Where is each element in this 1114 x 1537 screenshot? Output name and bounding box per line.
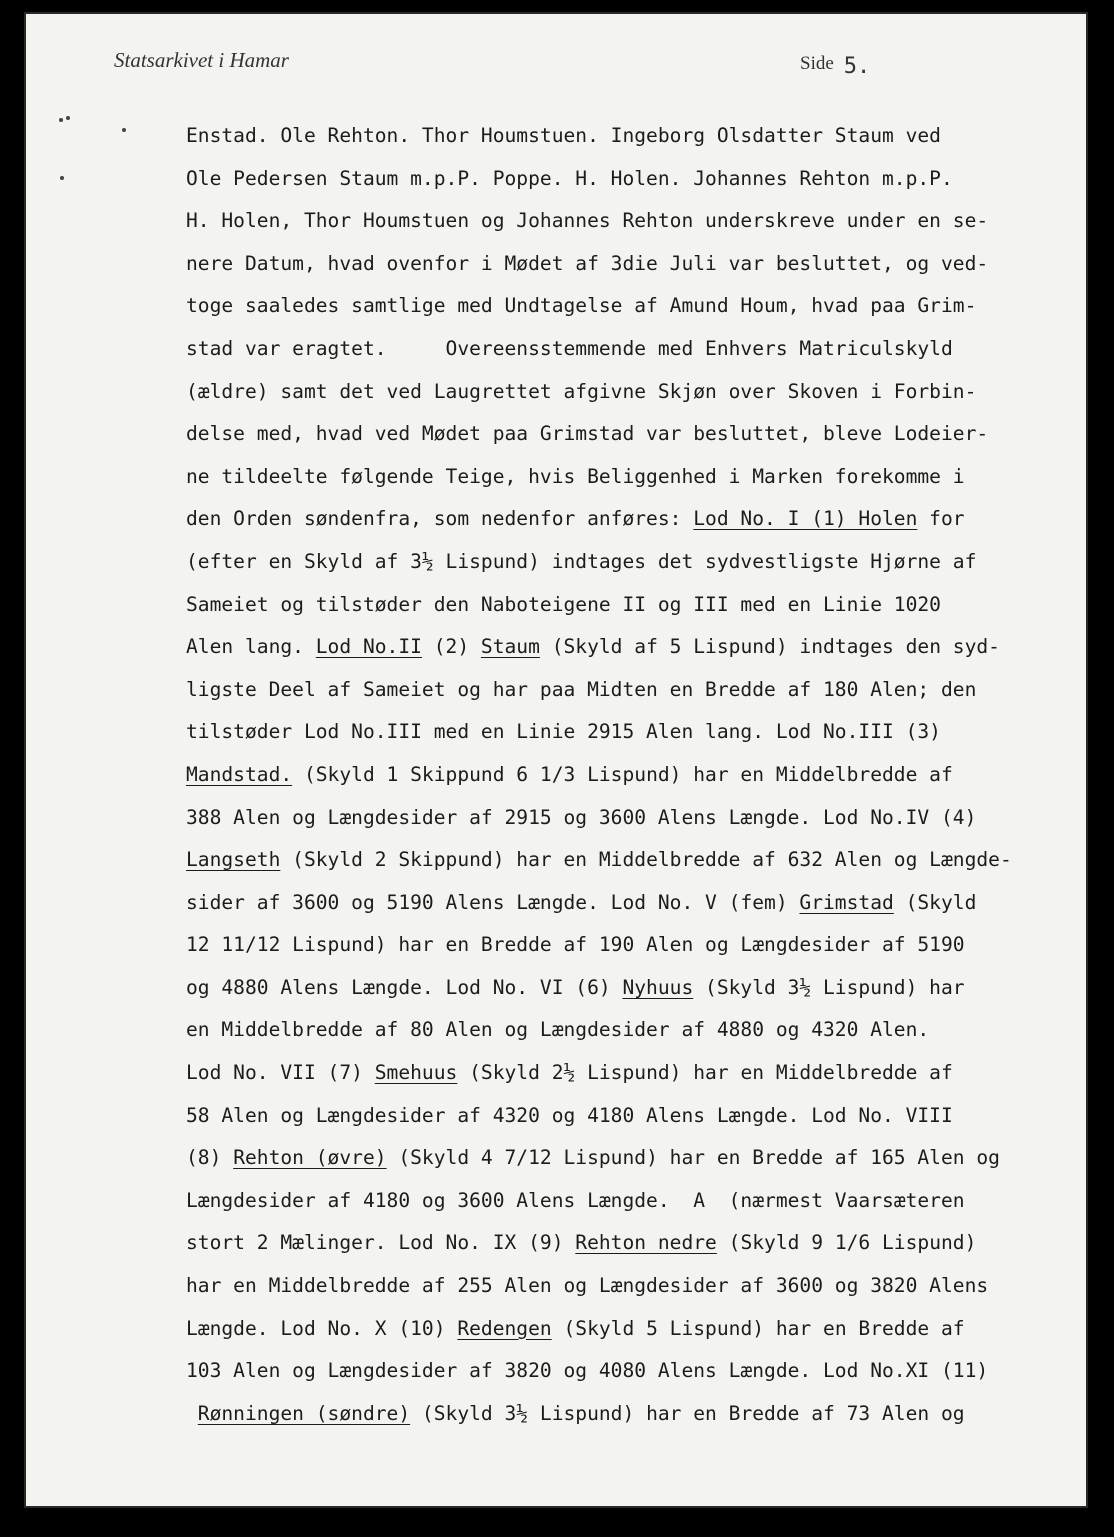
text-line xyxy=(186,243,1086,286)
text-line xyxy=(186,754,1086,797)
text-segment: ligste Deel af Sameiet og har paa Midten en Bredde af 180 Alen; den xyxy=(186,677,977,701)
page-number-header xyxy=(800,50,871,79)
text-line xyxy=(186,1137,1086,1180)
underlined-lot-name: Smehuus xyxy=(374,1061,458,1085)
text-segment: (Skyld af 5 Lispund) indtages den syd- xyxy=(539,635,1000,659)
page-label: Side xyxy=(800,53,834,74)
margin-dot xyxy=(66,116,70,120)
text-segment: (Skyld 4 7/12 Lispund) har en Bredde af 165 Alen og xyxy=(386,1146,1000,1170)
text-line xyxy=(186,669,1086,712)
text-line xyxy=(186,328,1086,371)
text-segment: 12 11/12 Lispund) har en Bredde af 190 Alen og Længdesider af 5190 xyxy=(186,933,965,957)
underlined-lot-name: Redengen xyxy=(457,1316,552,1340)
text-segment: H. Holen, Thor Houmstuen og Johannes Rehton underskreve under en se- xyxy=(186,209,989,233)
text-segment: (Skyld 3½ Lispund) har xyxy=(693,975,965,999)
text-line xyxy=(186,1095,1086,1138)
text-line xyxy=(186,1265,1086,1308)
text-line xyxy=(186,882,1086,925)
text-line xyxy=(186,924,1086,967)
text-line xyxy=(186,413,1086,456)
underlined-lot-name: Staum xyxy=(480,635,540,659)
underlined-lot-name: Rehton nedre xyxy=(575,1231,717,1255)
text-segment: (Skyld 1 Skippund 6 1/3 Lispund) har en Middelbredde af xyxy=(292,762,953,786)
text-line xyxy=(186,1222,1086,1265)
text-segment: toge saaledes samtlige med Undtagelse af Amund Houm, hvad paa Grim- xyxy=(186,294,977,318)
text-segment: har en Middelbredde af 255 Alen og Længdesider af 3600 og 3820 Alens xyxy=(186,1274,989,1298)
text-line xyxy=(186,1308,1086,1351)
text-segment: Sameiet og tilstøder den Naboteigene II og III med en Linie 1020 xyxy=(186,592,941,616)
text-segment: (Skyld 9 1/6 Lispund) xyxy=(716,1231,977,1255)
underlined-lot-name: Nyhuus xyxy=(622,975,694,999)
text-segment: tilstøder Lod No.III med en Linie 2915 Alen lang. Lod No.III (3) xyxy=(186,720,941,744)
text-line xyxy=(186,1009,1086,1052)
underlined-lot-name: Mandstad. xyxy=(186,762,293,786)
text-segment: for xyxy=(917,507,965,531)
text-segment: 388 Alen og Længdesider af 2915 og 3600 Alens Længde. Lod No.IV (4) xyxy=(186,805,977,829)
text-line xyxy=(186,584,1086,627)
text-line xyxy=(186,115,1086,158)
margin-dot xyxy=(60,176,64,180)
underlined-lot-name: Rehton (øvre) xyxy=(233,1146,387,1170)
text-line xyxy=(186,797,1086,840)
text-segment: stad var eragtet. Overeensstemmende med Enhvers Matriculskyld xyxy=(186,336,953,360)
text-segment xyxy=(186,1402,198,1425)
text-segment: stort 2 Mælinger. Lod No. IX (9) xyxy=(186,1231,576,1255)
text-segment: (ældre) samt det ved Laugrettet afgivne Skjøn over Skoven i Forbin- xyxy=(186,379,977,403)
text-segment: (2) xyxy=(421,635,481,659)
text-line xyxy=(186,498,1086,541)
text-line xyxy=(186,967,1086,1010)
text-segment: (Skyld 2 Skippund) har en Middelbredde af 632 Alen og Længde- xyxy=(280,848,1012,872)
document-body xyxy=(186,115,1086,1435)
text-segment: Enstad. Ole Rehton. Thor Houmstuen. Ingeborg Olsdatter Staum ved xyxy=(186,124,941,147)
text-segment: og 4880 Alens Længde. Lod No. VI (6) xyxy=(186,975,623,999)
text-segment: Længdesider af 4180 og 3600 Alens Længde. A (nærmest Vaarsæteren xyxy=(186,1188,965,1212)
archive-header: Statsarkivet i Hamar xyxy=(114,48,289,72)
text-segment: (Skyld 5 Lispund) har en Bredde af xyxy=(551,1316,965,1340)
underlined-lot-name: Lod No. I (1) Holen xyxy=(693,507,918,531)
text-segment: Alen lang. xyxy=(186,635,316,659)
text-line xyxy=(186,456,1086,499)
text-segment: 103 Alen og Længdesider af 3820 og 4080 Alens Længde. Lod No.XI (11) xyxy=(186,1359,989,1383)
text-segment: delse med, hvad ved Mødet paa Grimstad var besluttet, bleve Lodeier- xyxy=(186,422,989,446)
underlined-lot-name: Langseth xyxy=(186,848,281,872)
text-line xyxy=(186,1052,1086,1095)
text-segment: nere Datum, hvad ovenfor i Mødet af 3die Juli var besluttet, og ved- xyxy=(186,251,989,275)
text-segment: (Skyld 3½ Lispund) har en Bredde af 73 Alen og xyxy=(410,1401,965,1425)
underlined-lot-name: Lod No.II xyxy=(315,635,422,659)
underlined-lot-name: Rønningen (søndre) xyxy=(197,1401,411,1425)
text-line xyxy=(186,626,1086,669)
text-line xyxy=(186,1180,1086,1223)
text-line xyxy=(186,371,1086,414)
text-line xyxy=(186,1393,1086,1436)
text-segment: (Skyld 2½ Lispund) har en Middelbredde af xyxy=(457,1061,953,1085)
margin-dot xyxy=(59,118,63,122)
underlined-lot-name: Grimstad xyxy=(799,890,894,914)
text-line xyxy=(186,200,1086,243)
text-line xyxy=(186,1350,1086,1393)
text-segment: ne tildeelte følgende Teige, hvis Beliggenhed i Marken forekomme i xyxy=(186,464,965,488)
document-page xyxy=(24,12,1088,1508)
text-segment: (efter en Skyld af 3½ Lispund) indtages det sydvestligste Hjørne af xyxy=(186,549,977,573)
text-line xyxy=(186,711,1086,754)
text-line xyxy=(186,158,1086,201)
text-segment: Længde. Lod No. X (10) xyxy=(186,1316,458,1340)
text-line xyxy=(186,541,1086,584)
text-segment: (8) xyxy=(186,1146,234,1170)
text-line xyxy=(186,839,1086,882)
text-segment: sider af 3600 og 5190 Alens Længde. Lod No. V (fem) xyxy=(186,890,800,914)
text-segment: 58 Alen og Længdesider af 4320 og 4180 Alens Længde. Lod No. VIII xyxy=(186,1103,953,1127)
text-segment: (Skyld xyxy=(893,890,977,914)
text-line xyxy=(186,285,1086,328)
text-segment: en Middelbredde af 80 Alen og Længdesider af 4880 og 4320 Alen. xyxy=(186,1018,930,1042)
text-segment: Lod No. VII (7) xyxy=(186,1061,375,1085)
margin-dot xyxy=(122,128,126,132)
text-segment: Ole Pedersen Staum m.p.P. Poppe. H. Holen. Johannes Rehton m.p.P. xyxy=(186,166,953,190)
page-number: 5. xyxy=(843,54,871,79)
text-segment: den Orden søndenfra, som nedenfor anføres: xyxy=(186,507,694,531)
